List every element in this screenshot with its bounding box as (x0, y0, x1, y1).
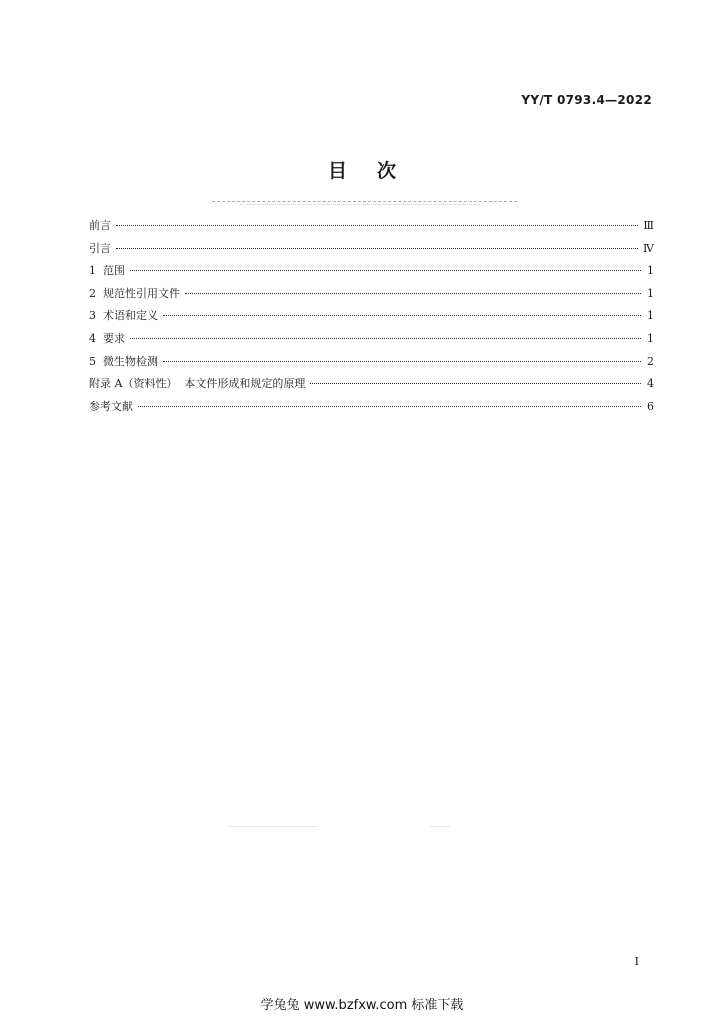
toc-entry[interactable] (89, 287, 654, 310)
toc-entry[interactable] (89, 242, 654, 265)
table-of-contents (89, 219, 654, 422)
toc-entry-label: 前言 (89, 219, 111, 232)
toc-entry-label: 2 规范性引用文件 (89, 286, 180, 300)
watermark-text: 学兔兔 www.bzfxw.com 标准下载 (260, 998, 464, 1013)
toc-entry-label: 3 术语和定义 (89, 309, 158, 323)
toc-entry-page: Ⅳ (643, 241, 654, 255)
toc-leader-dots (116, 248, 638, 249)
toc-entry-page: 6 (647, 399, 654, 413)
toc-entry[interactable] (89, 309, 654, 332)
toc-entry-label: 附录 A（资料性） 本文件形成和规定的原理 (89, 377, 306, 391)
toc-entry-label: 5 微生物检测 (89, 354, 158, 368)
toc-entry[interactable] (89, 332, 654, 355)
toc-leader-dots (163, 315, 641, 316)
toc-entry-page: 4 (647, 377, 654, 391)
standard-code: YY/T 0793.4—2022 (521, 93, 652, 107)
toc-leader-dots (138, 406, 641, 407)
toc-leader-dots (163, 361, 641, 362)
page-number: I (634, 955, 639, 968)
toc-leader-dots (310, 383, 641, 384)
toc-entry-page: 1 (647, 309, 654, 323)
page-title: 目次 (327, 160, 426, 182)
toc-entry[interactable] (89, 219, 654, 242)
toc-leader-dots (130, 338, 641, 339)
toc-entry[interactable] (89, 400, 654, 423)
toc-entry-label: 4 要求 (89, 331, 125, 345)
toc-entry-label: 1 范围 (89, 264, 125, 278)
toc-entry-page: 1 (647, 264, 654, 278)
toc-entry-page: 2 (647, 354, 654, 368)
toc-leader-dots (185, 293, 641, 294)
toc-entry-label: 参考文献 (89, 399, 133, 413)
scan-artifact (430, 826, 450, 827)
toc-entry[interactable] (89, 355, 654, 378)
toc-leader-dots (130, 270, 641, 271)
toc-leader-dots (116, 225, 638, 226)
title-divider-secondary (240, 204, 480, 205)
toc-entry-page: 1 (647, 286, 654, 300)
toc-entry-page: Ⅲ (643, 219, 654, 232)
scan-artifact (228, 826, 318, 827)
toc-entry[interactable] (89, 377, 654, 400)
toc-entry-label: 引言 (89, 241, 111, 255)
toc-entry[interactable] (89, 264, 654, 287)
title-divider (212, 201, 517, 202)
toc-entry-page: 1 (647, 331, 654, 345)
